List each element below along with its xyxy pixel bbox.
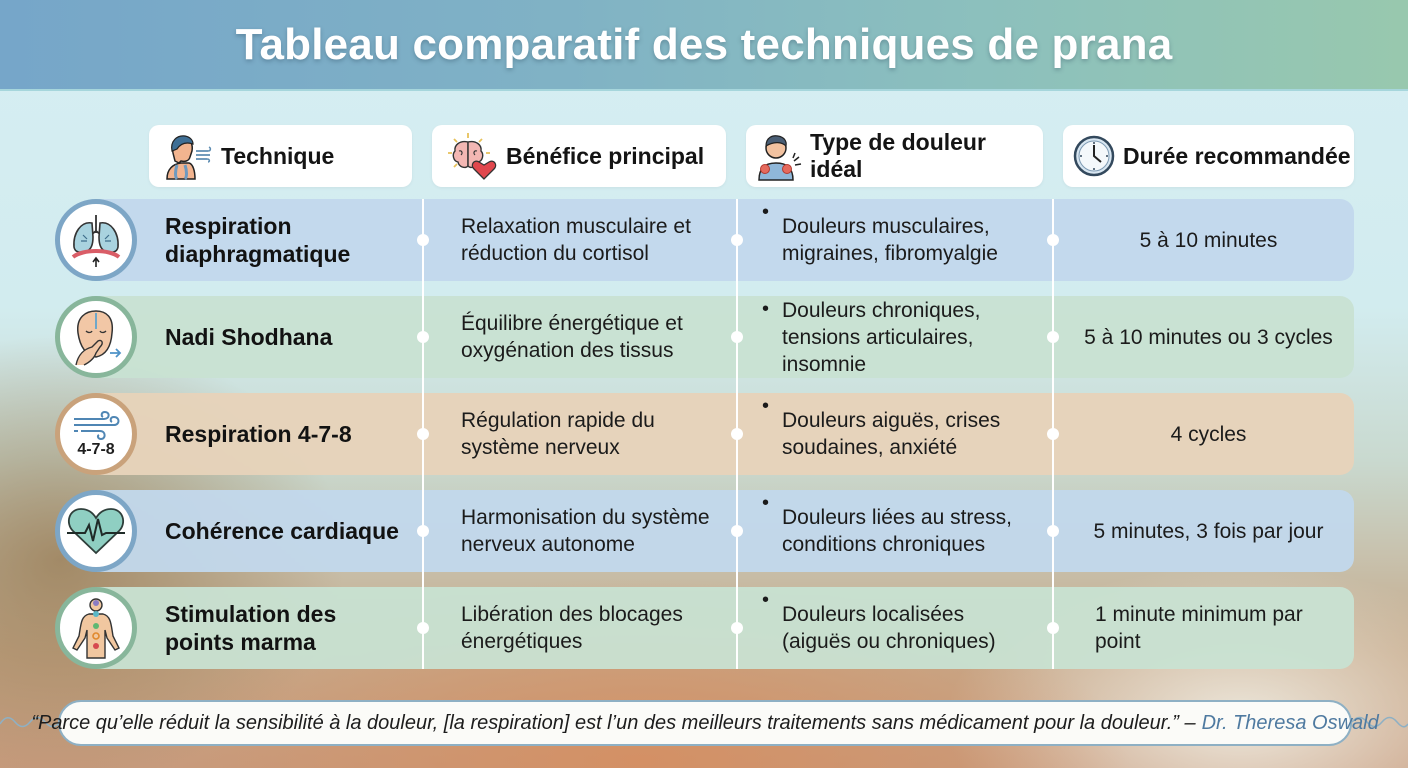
body-marma-points-icon xyxy=(69,596,123,660)
divider-dot xyxy=(731,331,743,343)
duration-text: 5 à 10 minutes xyxy=(1139,228,1278,252)
technique-name: Cohérence cardiaque xyxy=(165,518,399,544)
quote-banner xyxy=(31,700,1379,746)
bullet: • xyxy=(762,298,770,320)
pain-type-text: Douleurs aiguës, crises soudaines, anxiété xyxy=(782,409,1001,459)
duration-text: 5 à 10 minutes ou 3 cycles xyxy=(1084,325,1333,349)
pain-type-text: Douleurs liées au stress, conditions chroniques xyxy=(782,506,1012,556)
row-icon-badge xyxy=(55,296,137,378)
row-icon-badge xyxy=(55,490,137,572)
technique-name: Nadi Shodhana xyxy=(165,324,333,350)
pain-type-cell xyxy=(762,393,1012,475)
pain-type-cell xyxy=(762,587,1002,669)
divider-dot xyxy=(417,234,429,246)
row-icon-badge xyxy=(55,393,137,475)
pain-type-text: Douleurs musculaires, migraines, fibromyalgie xyxy=(782,215,998,265)
pain-type-text: Douleurs chroniques, tensions articulaires, insomnie xyxy=(782,298,981,376)
technique-name: Respiration 4-7-8 xyxy=(165,421,352,447)
column-header-label: Bénéfice principal xyxy=(506,142,705,169)
benefit-text: Harmonisation du système nerveux autonome xyxy=(461,506,710,556)
page-title: Tableau comparatif des techniques de prana xyxy=(235,19,1173,69)
pain-type-cell xyxy=(762,490,1042,572)
divider-dot xyxy=(731,428,743,440)
benefit-text: Équilibre énergétique et oxygénation des tissus xyxy=(461,312,683,362)
column-header-benefit xyxy=(432,125,726,187)
pain-type-text: Douleurs localisées (aiguës ou chroniques) xyxy=(782,603,996,653)
row-icon-badge xyxy=(55,587,137,669)
benefit-text: Libération des blocages énergétiques xyxy=(461,603,683,653)
column-header-label: Durée recommandée xyxy=(1123,142,1351,169)
technique-name: Stimulation des points marma xyxy=(165,601,337,655)
lungs-diaphragm-icon xyxy=(67,211,125,269)
duration-text: 1 minute minimum par point xyxy=(1095,603,1303,653)
benefit-text: Régulation rapide du système nerveux xyxy=(461,409,655,459)
alternate-nostril-icon xyxy=(66,307,126,367)
column-header-label: Technique xyxy=(221,142,335,169)
divider-dot xyxy=(417,331,429,343)
brain-heart-icon xyxy=(446,131,498,181)
bullet: • xyxy=(762,395,770,417)
quote-text: “Parce qu’elle réduit la sensibilité à la douleur, [la respiration] est l’un des meilleurs traitements sans médicament pour la douleur.” – xyxy=(31,711,1196,734)
wind-478-icon xyxy=(70,411,122,441)
divider-dot xyxy=(1047,234,1059,246)
benefit-text: Relaxation musculaire et réduction du cortisol xyxy=(461,215,691,265)
row-icon-badge xyxy=(55,199,137,281)
breathing-person-icon xyxy=(163,131,213,181)
bullet: • xyxy=(762,492,770,514)
quote-author: Dr. Theresa Oswald xyxy=(1201,711,1379,734)
heart-pulse-icon xyxy=(65,505,127,557)
column-header-pain-type xyxy=(746,125,1043,187)
divider-dot xyxy=(1047,622,1059,634)
clock-icon xyxy=(1073,135,1115,177)
column-header-label: Type de douleur idéal xyxy=(810,129,986,182)
duration-text: 5 minutes, 3 fois par jour xyxy=(1093,519,1324,543)
bullet: • xyxy=(762,589,770,611)
technique-name: Respiration diaphragmatique xyxy=(165,213,351,267)
divider-dot xyxy=(1047,331,1059,343)
column-header-duration xyxy=(1063,125,1354,187)
pain-type-cell xyxy=(762,199,1042,281)
divider-dot xyxy=(731,622,743,634)
divider-dot xyxy=(1047,428,1059,440)
divider-dot xyxy=(731,234,743,246)
divider-dot xyxy=(731,525,743,537)
pain-type-cell xyxy=(762,296,992,378)
divider-dot xyxy=(417,428,429,440)
bullet: • xyxy=(762,201,770,223)
duration-text: 4 cycles xyxy=(1170,422,1247,446)
column-header-technique xyxy=(149,125,412,187)
icon-label-478: 4-7-8 xyxy=(77,441,115,458)
divider-dot xyxy=(417,622,429,634)
title-banner xyxy=(0,0,1408,91)
shoulder-pain-person-icon xyxy=(756,131,802,181)
divider-dot xyxy=(1047,525,1059,537)
